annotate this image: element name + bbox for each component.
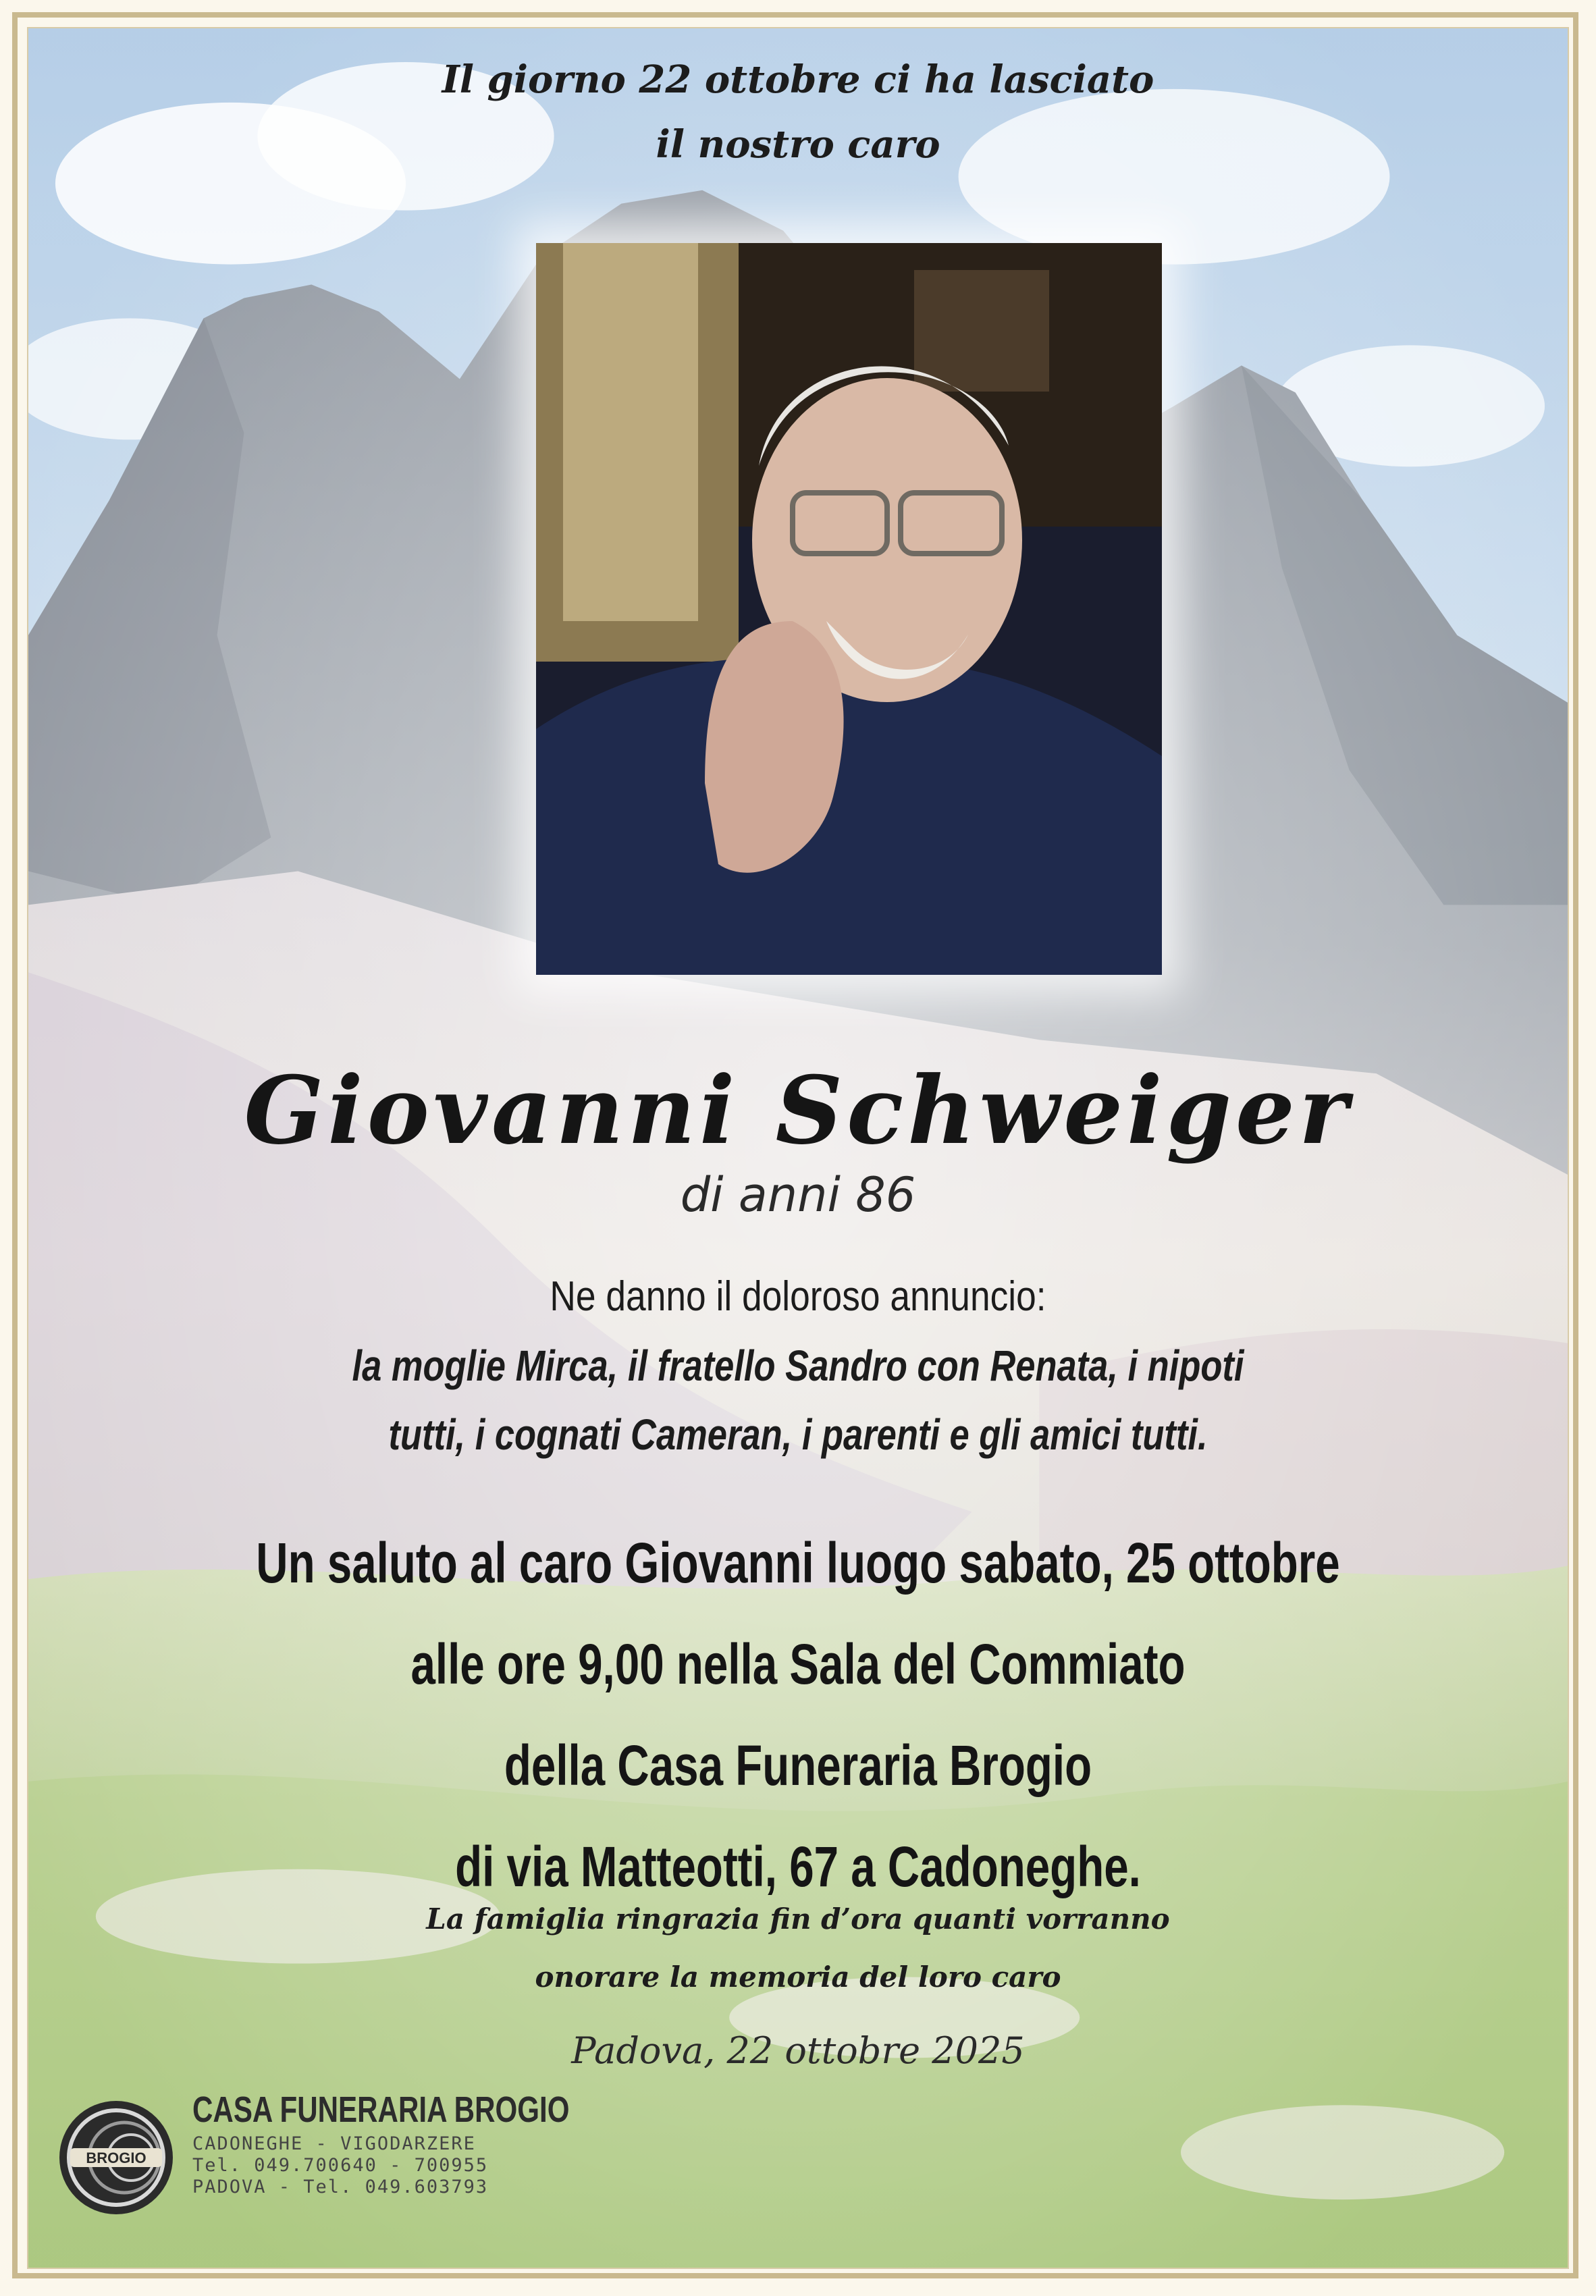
deceased-age: di anni 86 bbox=[680, 1167, 916, 1223]
company-name: CASA FUNERARIA BROGIO bbox=[192, 2089, 570, 2130]
family-line-1: la moglie Mirca, il fratello Sandro con Renata, i nipoti bbox=[352, 1341, 1244, 1390]
announcement-lead: Ne danno il doloroso annuncio: bbox=[550, 1273, 1046, 1320]
deceased-name: Giovanni Schweiger bbox=[244, 1055, 1352, 1165]
family-line-2: tutti, i cognati Cameran, i parenti e gli amici tutti. bbox=[388, 1410, 1208, 1459]
funeral-home-info bbox=[192, 2086, 570, 2198]
family-thanks bbox=[0, 1890, 1596, 2006]
intro-text bbox=[0, 47, 1596, 177]
intro-line-1: Il giorno 22 ottobre ci ha lasciato bbox=[442, 57, 1154, 102]
company-locations: CADONEGHE - VIGODARZERE bbox=[192, 2133, 476, 2154]
company-phone-2: PADOVA - Tel. 049.603793 bbox=[192, 2177, 489, 2197]
intro-line-2: il nostro caro bbox=[656, 122, 940, 167]
brogio-logo-icon bbox=[57, 2098, 176, 2217]
service-line-1: Un saluto al caro Giovanni luogo sabato, 25 ottobre bbox=[256, 1531, 1340, 1595]
thanks-line-2: onorare la memoria del loro caro bbox=[535, 1960, 1061, 1994]
service-line-4: di via Matteotti, 67 a Cadoneghe. bbox=[455, 1835, 1141, 1898]
company-phone-1: Tel. 049.700640 - 700955 bbox=[192, 2155, 489, 2176]
service-line-2: alle ore 9,00 nella Sala del Commiato bbox=[410, 1632, 1186, 1696]
place-and-date: Padova, 22 ottobre 2025 bbox=[571, 2029, 1025, 2072]
service-line-3: della Casa Funeraria Brogio bbox=[504, 1734, 1092, 1797]
thanks-line-1: La famiglia ringrazia fin d’ora quanti vorranno bbox=[426, 1902, 1170, 1935]
deceased-portrait-photo bbox=[536, 243, 1162, 975]
logo-text: BROGIO bbox=[86, 2150, 147, 2166]
service-details bbox=[0, 1512, 1596, 1917]
announcement bbox=[0, 1262, 1596, 1469]
